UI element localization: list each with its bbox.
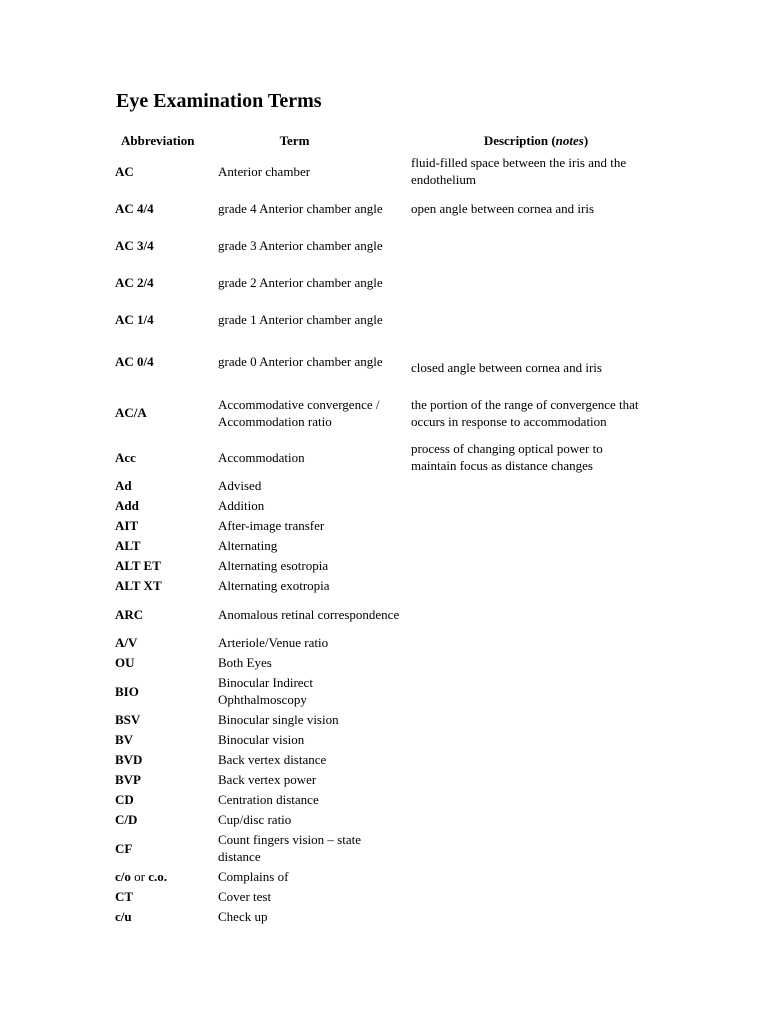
table-row: [109, 887, 654, 907]
abbreviation-cell: [109, 653, 213, 673]
description-cell: [406, 790, 654, 810]
term-cell: Binocular Indirect Ophthalmoscopy: [218, 675, 313, 707]
abbreviation-text: BVD: [115, 752, 143, 767]
description-cell: [406, 907, 654, 927]
table-row: [109, 633, 654, 653]
abbreviation-text: AIT: [115, 518, 139, 533]
abbreviation-cell: [109, 576, 213, 596]
description-cell: [406, 830, 654, 867]
term-cell: Binocular single vision: [218, 712, 339, 727]
table-row: [109, 750, 654, 770]
abbreviation-cell: [109, 338, 213, 386]
table-row: [109, 556, 654, 576]
description-cell: [406, 633, 654, 653]
abbreviation-cell: [109, 439, 213, 476]
table-row: [109, 710, 654, 730]
abbreviation-cell: [109, 710, 213, 730]
abbreviation-alt-text: c.o.: [148, 869, 168, 884]
abbreviation-cell: [109, 867, 213, 887]
abbreviation-cell: [109, 830, 213, 867]
table-row: [109, 264, 654, 301]
table-row: [109, 653, 654, 673]
term-cell: grade 1 Anterior chamber angle: [218, 311, 383, 327]
description-header-notes: notes: [555, 133, 584, 148]
table-row: [109, 810, 654, 830]
term-cell: Back vertex power: [218, 772, 317, 787]
description-cell: [406, 516, 654, 536]
table-row: [109, 386, 654, 439]
term-cell: Both Eyes: [218, 655, 272, 670]
description-cell: [406, 301, 654, 338]
term-cell: grade 3 Anterior chamber angle: [218, 237, 383, 253]
abbreviation-text: CT: [115, 889, 134, 904]
table-row: [109, 153, 654, 190]
abbreviation-cell: [109, 810, 213, 830]
term-cell: Back vertex distance: [218, 752, 327, 767]
abbreviation-cell: [109, 496, 213, 516]
description-cell: [406, 867, 654, 887]
abbreviation-text: OU: [115, 655, 135, 670]
abbreviation-text: CD: [115, 792, 134, 807]
description-header-suffix: ): [583, 133, 589, 148]
table-row: [109, 830, 654, 867]
abbreviation-text: AC 2/4: [115, 274, 154, 290]
abbreviation-cell: [109, 673, 213, 710]
description-cell: [406, 653, 654, 673]
abbreviation-cell: [109, 476, 213, 496]
page-title: Eye Examination Terms: [116, 90, 322, 112]
description-cell: [406, 750, 654, 770]
abbreviation-cell: [109, 190, 213, 227]
table-row: [109, 576, 654, 596]
description-cell: [406, 596, 654, 633]
description-cell: [406, 710, 654, 730]
abbreviation-cell: [109, 596, 213, 633]
table-row: [109, 516, 654, 536]
table-row: [109, 790, 654, 810]
term-cell: Arteriole/Venue ratio: [218, 635, 329, 650]
description-cell: open angle between cornea and iris: [411, 200, 595, 216]
abbreviation-text: CF: [115, 840, 133, 856]
abbreviation-text: BVP: [115, 772, 141, 787]
description-cell: [406, 536, 654, 556]
abbreviation-text: AC/A: [115, 405, 147, 420]
abbreviation-cell: [109, 907, 213, 927]
table-row: [109, 439, 654, 476]
description-cell: [406, 476, 654, 496]
abbreviation-text: Ad: [115, 478, 132, 493]
abbreviation-cell: [109, 386, 213, 439]
table-row: [109, 536, 654, 556]
term-cell: Alternating: [218, 538, 278, 553]
abbreviation-cell: [109, 301, 213, 338]
abbreviation-cell: [109, 227, 213, 264]
term-cell: Cup/disc ratio: [218, 812, 292, 827]
abbreviation-text: AC: [115, 163, 134, 179]
description-cell: [406, 264, 654, 301]
term-cell: Anterior chamber: [218, 163, 311, 179]
term-cell: Binocular vision: [218, 732, 305, 747]
table-row: [109, 338, 654, 386]
description-cell: [406, 556, 654, 576]
description-cell: [406, 730, 654, 750]
term-cell: Cover test: [218, 889, 272, 904]
term-cell: Centration distance: [218, 792, 319, 807]
abbreviation-text: AC 1/4: [115, 311, 154, 327]
terms-table: [109, 130, 654, 927]
table-row: [109, 476, 654, 496]
table-row: [109, 730, 654, 750]
term-cell: Alternating exotropia: [218, 578, 330, 593]
abbreviation-cell: [109, 750, 213, 770]
table-row: [109, 190, 654, 227]
abbreviation-text: c/o: [115, 869, 131, 884]
term-cell: Count fingers vision – state distance: [218, 832, 361, 864]
term-cell: grade 2 Anterior chamber angle: [218, 274, 383, 290]
abbreviation-cell: [109, 770, 213, 790]
table-row: [109, 867, 654, 887]
abbreviation-cell: [109, 264, 213, 301]
abbreviation-text: AC 3/4: [115, 237, 154, 253]
column-header-term: Term: [279, 133, 310, 148]
term-cell: Accommodation: [218, 449, 305, 465]
description-cell: [406, 227, 654, 264]
description-cell: [406, 770, 654, 790]
column-header-abbreviation: Abbreviation: [121, 133, 195, 148]
abbreviation-cell: [109, 790, 213, 810]
term-cell: Complains of: [218, 869, 289, 884]
description-cell: the portion of the range of convergence that occurs in response to accommodation: [411, 396, 639, 429]
abbreviation-cell: [109, 153, 213, 190]
abbreviation-cell: [109, 516, 213, 536]
abbreviation-text: BIO: [115, 683, 139, 699]
abbreviation-text: ALT: [115, 538, 141, 553]
terms-table-body: [109, 153, 654, 927]
description-cell: [406, 576, 654, 596]
table-row: [109, 301, 654, 338]
abbreviation-text: C/D: [115, 812, 138, 827]
description-cell: [406, 496, 654, 516]
abbreviation-text: A/V: [115, 635, 138, 650]
table-row: [109, 496, 654, 516]
term-cell: Check up: [218, 909, 268, 924]
description-cell: [406, 887, 654, 907]
abbreviation-text: ALT XT: [115, 578, 162, 593]
term-cell: After-image transfer: [218, 518, 325, 533]
abbreviation-text: AC 4/4: [115, 200, 154, 216]
abbreviation-cell: [109, 633, 213, 653]
abbreviation-cell: [109, 536, 213, 556]
abbreviation-cell: [109, 730, 213, 750]
abbreviation-cell: [109, 556, 213, 576]
description-cell: closed angle between cornea and iris: [411, 359, 602, 375]
term-cell: Anomalous retinal correspondence: [218, 606, 400, 622]
table-row: [109, 596, 654, 633]
term-cell: Advised: [218, 478, 262, 493]
column-header-description: [406, 130, 654, 153]
table-header-row: [109, 130, 654, 153]
table-row: [109, 907, 654, 927]
abbreviation-or-text: or: [130, 869, 149, 884]
description-cell: fluid-filled space between the iris and the endothelium: [411, 155, 627, 187]
description-header-prefix: Description (: [483, 133, 556, 148]
abbreviation-text: ALT ET: [115, 558, 161, 573]
description-cell: [406, 810, 654, 830]
abbreviation-text: Acc: [115, 449, 136, 465]
term-cell: Addition: [218, 498, 265, 513]
abbreviation-cell: [109, 887, 213, 907]
term-cell: grade 4 Anterior chamber angle: [218, 200, 383, 216]
description-cell: [406, 673, 654, 710]
term-cell: Alternating esotropia: [218, 558, 329, 573]
abbreviation-text: BV: [115, 732, 134, 747]
term-cell: Accommodative convergence / Accommodation ratio: [218, 396, 380, 429]
abbreviation-text: Add: [115, 498, 139, 513]
abbreviation-text: BSV: [115, 712, 141, 727]
table-row: [109, 227, 654, 264]
abbreviation-text: ARC: [115, 606, 144, 622]
term-cell: grade 0 Anterior chamber angle: [218, 354, 383, 369]
table-row: [109, 770, 654, 790]
table-row: [109, 673, 654, 710]
description-cell: process of changing optical power to maintain focus as distance changes: [411, 441, 603, 473]
abbreviation-text: c/u: [115, 909, 132, 924]
abbreviation-text: AC 0/4: [115, 354, 154, 369]
